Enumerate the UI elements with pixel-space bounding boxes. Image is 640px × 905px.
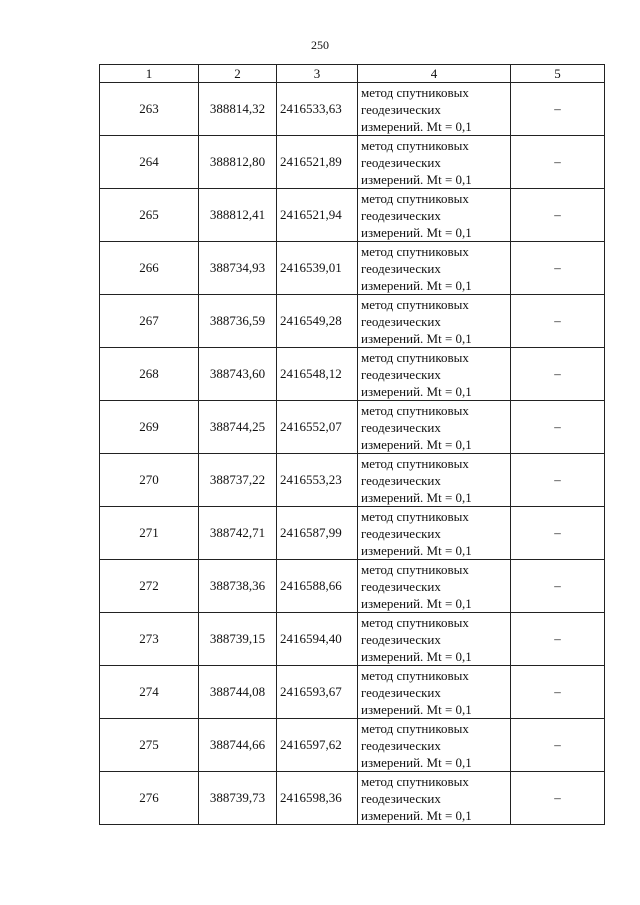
method-cell	[358, 401, 511, 454]
point-number-cell: 267	[100, 295, 199, 348]
method-line: геодезических	[361, 207, 441, 223]
table-row	[100, 242, 605, 295]
method-line: метод спутниковых	[361, 561, 469, 577]
point-number-cell: 271	[100, 507, 199, 560]
y-coordinate-cell: 2416593,67	[277, 666, 358, 719]
note-cell: –	[511, 242, 605, 295]
x-coordinate-cell: 388744,66	[199, 719, 277, 772]
method-line: измерений. Mt = 0,1	[361, 171, 472, 187]
y-coordinate-cell: 2416521,89	[277, 136, 358, 189]
note-cell: –	[511, 295, 605, 348]
method-line: измерений. Mt = 0,1	[361, 489, 472, 505]
method-line: измерений. Mt = 0,1	[361, 595, 472, 611]
method-cell	[358, 242, 511, 295]
point-number-cell: 276	[100, 772, 199, 825]
point-number-cell: 275	[100, 719, 199, 772]
method-line: геодезических	[361, 260, 441, 276]
method-line: метод спутниковых	[361, 773, 469, 789]
x-coordinate-cell: 388739,73	[199, 772, 277, 825]
method-line: измерений. Mt = 0,1	[361, 330, 472, 346]
method-line: метод спутниковых	[361, 455, 469, 471]
method-cell	[358, 295, 511, 348]
method-line: геодезических	[361, 737, 441, 753]
x-coordinate-cell: 388744,25	[199, 401, 277, 454]
method-cell	[358, 560, 511, 613]
note-cell: –	[511, 454, 605, 507]
table-row	[100, 719, 605, 772]
method-line: геодезических	[361, 631, 441, 647]
note-cell: –	[511, 772, 605, 825]
table-row	[100, 772, 605, 825]
x-coordinate-cell: 388739,15	[199, 613, 277, 666]
method-line: метод спутниковых	[361, 243, 469, 259]
method-cell	[358, 348, 511, 401]
method-cell	[358, 666, 511, 719]
method-cell	[358, 136, 511, 189]
method-line: метод спутниковых	[361, 84, 469, 100]
method-cell	[358, 189, 511, 242]
y-coordinate-cell: 2416594,40	[277, 613, 358, 666]
x-coordinate-cell: 388812,41	[199, 189, 277, 242]
table-row	[100, 295, 605, 348]
method-line: измерений. Mt = 0,1	[361, 701, 472, 717]
note-cell: –	[511, 83, 605, 136]
method-line: геодезических	[361, 313, 441, 329]
method-line: метод спутниковых	[361, 137, 469, 153]
table-row	[100, 189, 605, 242]
page-number: 250	[311, 38, 329, 52]
note-cell: –	[511, 348, 605, 401]
y-coordinate-cell: 2416549,28	[277, 295, 358, 348]
method-cell	[358, 613, 511, 666]
method-line: измерений. Mt = 0,1	[361, 383, 472, 399]
method-line: измерений. Mt = 0,1	[361, 807, 472, 823]
x-coordinate-cell: 388737,22	[199, 454, 277, 507]
method-line: геодезических	[361, 790, 441, 806]
x-coordinate-cell: 388734,93	[199, 242, 277, 295]
y-coordinate-cell: 2416588,66	[277, 560, 358, 613]
table-row	[100, 507, 605, 560]
x-coordinate-cell: 388743,60	[199, 348, 277, 401]
method-line: геодезических	[361, 472, 441, 488]
method-line: измерений. Mt = 0,1	[361, 277, 472, 293]
point-number-cell: 273	[100, 613, 199, 666]
y-coordinate-cell: 2416533,63	[277, 83, 358, 136]
point-number-cell: 270	[100, 454, 199, 507]
method-line: метод спутниковых	[361, 614, 469, 630]
note-cell: –	[511, 401, 605, 454]
method-line: метод спутниковых	[361, 508, 469, 524]
note-cell: –	[511, 136, 605, 189]
method-line: метод спутниковых	[361, 402, 469, 418]
method-cell	[358, 719, 511, 772]
method-line: измерений. Mt = 0,1	[361, 648, 472, 664]
x-coordinate-cell: 388744,08	[199, 666, 277, 719]
method-line: измерений. Mt = 0,1	[361, 754, 472, 770]
y-coordinate-cell: 2416597,62	[277, 719, 358, 772]
y-coordinate-cell: 2416548,12	[277, 348, 358, 401]
method-cell	[358, 772, 511, 825]
table-row	[100, 136, 605, 189]
y-coordinate-cell: 2416552,07	[277, 401, 358, 454]
column-header: 2	[199, 65, 277, 83]
x-coordinate-cell: 388814,32	[199, 83, 277, 136]
method-line: геодезических	[361, 154, 441, 170]
table-row	[100, 83, 605, 136]
method-line: геодезических	[361, 366, 441, 382]
note-cell: –	[511, 507, 605, 560]
point-number-cell: 274	[100, 666, 199, 719]
method-line: метод спутниковых	[361, 190, 469, 206]
table-row	[100, 401, 605, 454]
method-line: измерений. Mt = 0,1	[361, 542, 472, 558]
method-line: геодезических	[361, 101, 441, 117]
table-row	[100, 613, 605, 666]
method-cell	[358, 454, 511, 507]
method-line: геодезических	[361, 684, 441, 700]
y-coordinate-cell: 2416598,36	[277, 772, 358, 825]
note-cell: –	[511, 560, 605, 613]
method-line: геодезических	[361, 525, 441, 541]
method-line: измерений. Mt = 0,1	[361, 436, 472, 452]
table-row	[100, 666, 605, 719]
table-header-row	[100, 65, 605, 83]
method-line: метод спутниковых	[361, 720, 469, 736]
point-number-cell: 263	[100, 83, 199, 136]
y-coordinate-cell: 2416587,99	[277, 507, 358, 560]
x-coordinate-cell: 388812,80	[199, 136, 277, 189]
point-number-cell: 268	[100, 348, 199, 401]
table-row	[100, 560, 605, 613]
note-cell: –	[511, 719, 605, 772]
method-cell	[358, 507, 511, 560]
table-row	[100, 454, 605, 507]
point-number-cell: 266	[100, 242, 199, 295]
note-cell: –	[511, 613, 605, 666]
method-cell	[358, 83, 511, 136]
x-coordinate-cell: 388738,36	[199, 560, 277, 613]
method-line: метод спутниковых	[361, 667, 469, 683]
table-body	[100, 83, 605, 825]
method-line: метод спутниковых	[361, 349, 469, 365]
x-coordinate-cell: 388736,59	[199, 295, 277, 348]
point-number-cell: 269	[100, 401, 199, 454]
column-header: 4	[358, 65, 511, 83]
point-number-cell: 265	[100, 189, 199, 242]
column-header: 1	[100, 65, 199, 83]
coordinates-table	[99, 64, 605, 825]
note-cell: –	[511, 189, 605, 242]
column-header: 3	[277, 65, 358, 83]
method-line: геодезических	[361, 578, 441, 594]
y-coordinate-cell: 2416553,23	[277, 454, 358, 507]
method-line: метод спутниковых	[361, 296, 469, 312]
note-cell: –	[511, 666, 605, 719]
column-header: 5	[511, 65, 605, 83]
table-row	[100, 348, 605, 401]
y-coordinate-cell: 2416539,01	[277, 242, 358, 295]
method-line: измерений. Mt = 0,1	[361, 118, 472, 134]
method-line: измерений. Mt = 0,1	[361, 224, 472, 240]
method-line: геодезических	[361, 419, 441, 435]
point-number-cell: 272	[100, 560, 199, 613]
x-coordinate-cell: 388742,71	[199, 507, 277, 560]
y-coordinate-cell: 2416521,94	[277, 189, 358, 242]
point-number-cell: 264	[100, 136, 199, 189]
